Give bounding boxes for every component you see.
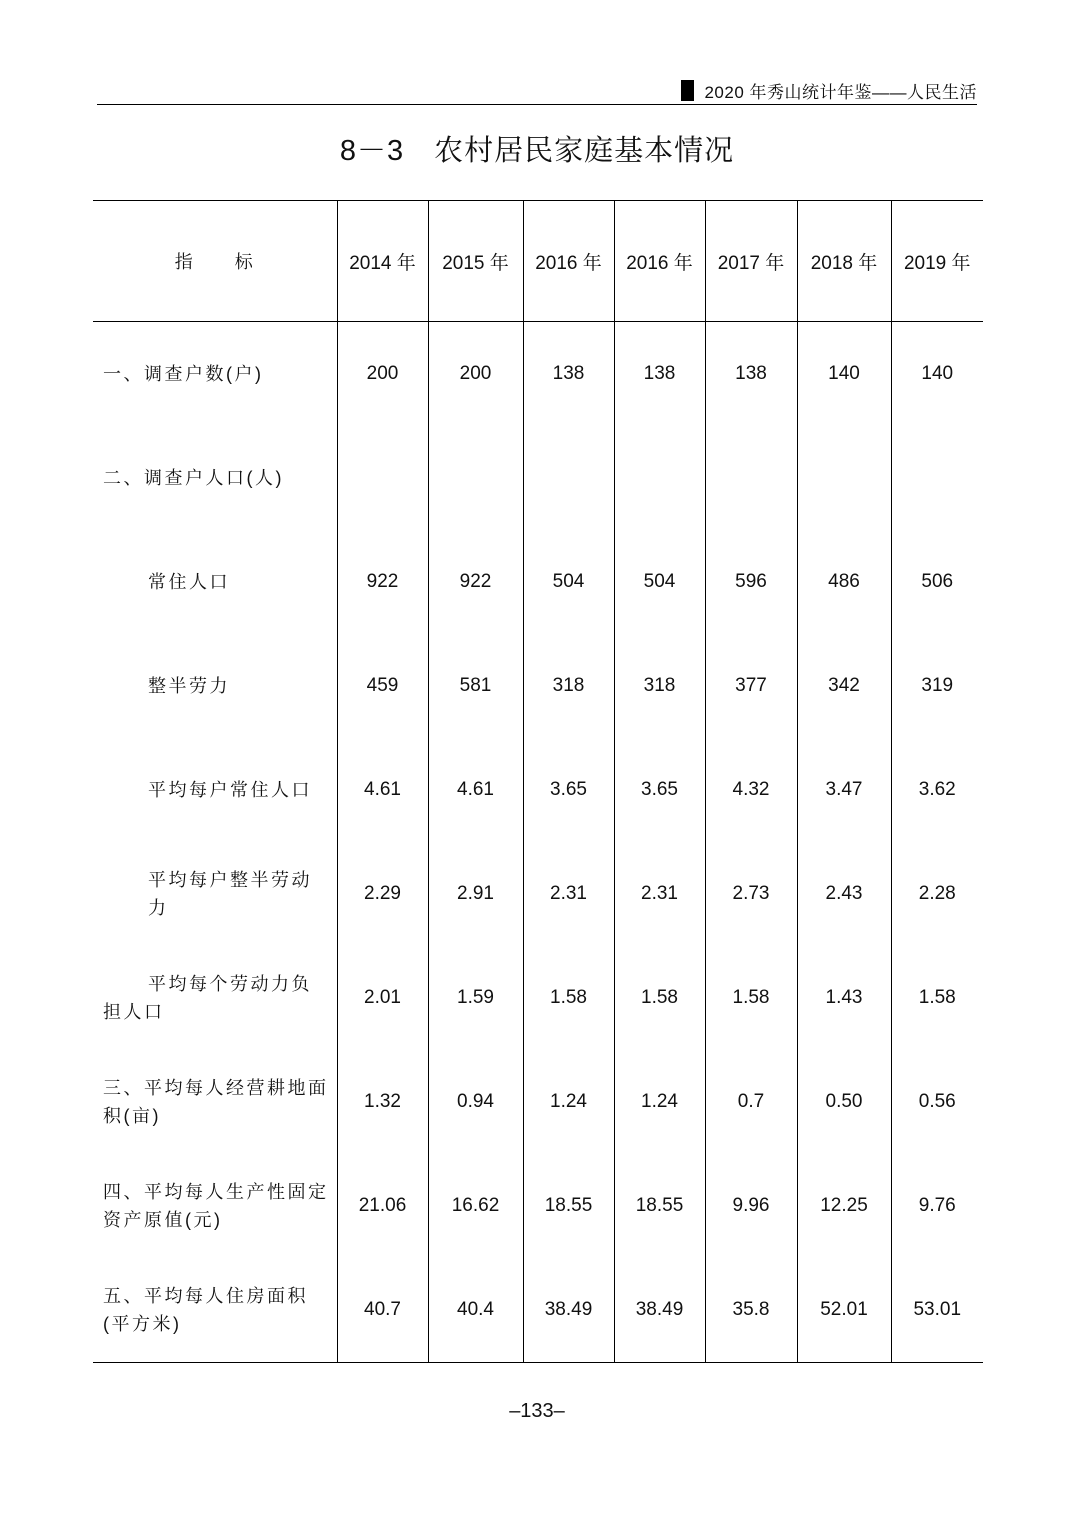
table-cell: 506 [891,530,983,634]
row-label: 二、调查户人口(人) [103,468,284,488]
table-cell: 0.7 [705,1050,797,1154]
table-cell: 342 [797,634,891,738]
table-cell: 2.31 [614,842,705,946]
table-cell: 3.47 [797,738,891,842]
table-cell: 1.24 [614,1050,705,1154]
row-label: 一、调查户数(户) [103,364,264,384]
table-cell [797,426,891,530]
table-row [93,426,983,530]
table-row [93,1154,983,1258]
table-row [93,842,983,946]
table-cell: 200 [337,322,428,427]
table-row [93,530,983,634]
running-header [97,78,977,105]
column-header: 2016 年 [614,201,705,322]
table-cell: 4.61 [428,738,523,842]
column-header: 2016 年 [523,201,614,322]
table-row [93,1050,983,1154]
table-cell: 922 [428,530,523,634]
row-label: 五、平均每人住房面积(平方米) [103,1286,308,1334]
table-cell: 4.32 [705,738,797,842]
table-cell: 3.65 [523,738,614,842]
row-label: 整半劳力 [148,676,230,696]
table-cell: 922 [337,530,428,634]
row-label: 三、平均每人经营耕地面积(亩) [103,1078,329,1126]
table-cell: 596 [705,530,797,634]
table-cell: 1.58 [523,946,614,1050]
table-cell: 138 [523,322,614,427]
table-cell: 1.32 [337,1050,428,1154]
table-cell: 318 [523,634,614,738]
row-label: 平均每户常住人口 [148,780,312,800]
table-cell: 2.01 [337,946,428,1050]
row-label: 常住人口 [148,572,230,592]
table-cell [428,426,523,530]
table-cell: 38.49 [614,1258,705,1363]
table-cell: 140 [891,322,983,427]
table-row [93,946,983,1050]
column-header: 2015 年 [428,201,523,322]
column-header: 2018 年 [797,201,891,322]
table-cell: 16.62 [428,1154,523,1258]
table-cell: 1.58 [705,946,797,1050]
table-cell [891,426,983,530]
table-cell: 140 [797,322,891,427]
column-header: 2017 年 [705,201,797,322]
table-cell: 138 [614,322,705,427]
table-cell: 318 [614,634,705,738]
table-cell: 0.94 [428,1050,523,1154]
table-cell [523,426,614,530]
table-cell: 486 [797,530,891,634]
statistics-table [93,200,983,1363]
table-cell: 0.50 [797,1050,891,1154]
table-cell: 0.56 [891,1050,983,1154]
table-cell: 200 [428,322,523,427]
table-cell: 1.58 [891,946,983,1050]
table-row [93,634,983,738]
table-cell: 52.01 [797,1258,891,1363]
table-row [93,322,983,427]
table-cell [337,426,428,530]
table-cell: 18.55 [523,1154,614,1258]
page-title: 8－3 农村居民家庭基本情况 [339,135,735,167]
table-cell: 18.55 [614,1154,705,1258]
table-cell: 38.49 [523,1258,614,1363]
table-cell: 581 [428,634,523,738]
column-header: 2019 年 [891,201,983,322]
page-number: –133– [509,1400,565,1422]
table-row [93,1258,983,1363]
table-cell: 1.24 [523,1050,614,1154]
table-cell: 2.73 [705,842,797,946]
table-cell [614,426,705,530]
table-cell: 4.61 [337,738,428,842]
table-cell: 53.01 [891,1258,983,1363]
table-cell: 1.58 [614,946,705,1050]
table-cell: 9.96 [705,1154,797,1258]
table-cell: 504 [523,530,614,634]
row-label: 四、平均每人生产性固定资产原值(元) [103,1182,329,1230]
table-cell: 319 [891,634,983,738]
table-cell: 40.4 [428,1258,523,1363]
table-cell: 12.25 [797,1154,891,1258]
table-cell: 3.62 [891,738,983,842]
row-label: 平均每个劳动力负担人口 [103,974,312,1022]
table-cell: 377 [705,634,797,738]
table-cell: 2.43 [797,842,891,946]
table-cell: 2.29 [337,842,428,946]
table-cell: 21.06 [337,1154,428,1258]
table-cell: 35.8 [705,1258,797,1363]
table-cell: 138 [705,322,797,427]
table-row [93,738,983,842]
table-cell [705,426,797,530]
table-header-row [93,201,983,322]
table-cell: 2.91 [428,842,523,946]
table-cell: 9.76 [891,1154,983,1258]
table-cell: 459 [337,634,428,738]
table-cell: 2.31 [523,842,614,946]
header-block-mark [681,80,694,101]
table-cell: 2.28 [891,842,983,946]
column-header: 2014 年 [337,201,428,322]
header-indicator: 指 标 [174,252,255,272]
table-cell: 3.65 [614,738,705,842]
table-cell: 1.43 [797,946,891,1050]
row-label: 平均每户整半劳动力 [148,870,312,918]
table-cell: 40.7 [337,1258,428,1363]
table-cell: 504 [614,530,705,634]
running-title: 2020 年秀山统计年鉴——人民生活 [704,82,977,102]
table-cell: 1.59 [428,946,523,1050]
